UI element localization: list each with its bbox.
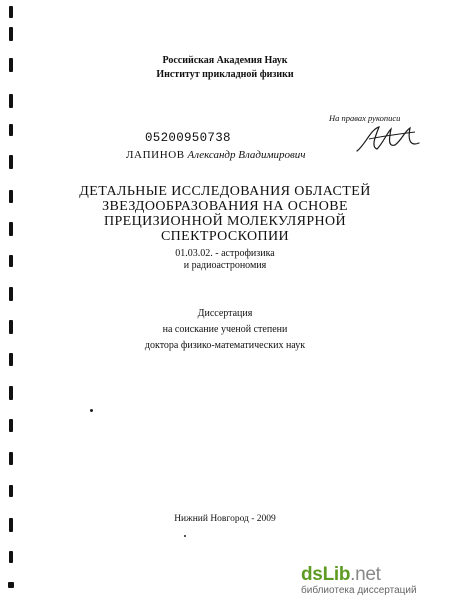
degree-line: доктора физико-математических наук bbox=[144, 340, 306, 351]
handwritten-signature bbox=[355, 123, 421, 155]
binding-mark bbox=[9, 551, 13, 563]
author-name bbox=[126, 149, 306, 161]
watermark-logo-tld: .net bbox=[350, 564, 381, 585]
degree-line: Диссертация bbox=[197, 308, 253, 319]
academy-name: Российская Академия Наук bbox=[162, 55, 288, 66]
title-line: ДЕТАЛЬНЫЕ ИССЛЕДОВАНИЯ ОБЛАСТЕЙ bbox=[79, 184, 371, 199]
specialty-line: 01.03.02. - астрофизика bbox=[175, 248, 275, 259]
manuscript-rights-note: На правах рукописи bbox=[329, 113, 401, 123]
registration-number: 05200950738 bbox=[145, 131, 231, 145]
binding-mark bbox=[9, 386, 13, 400]
title-line: СПЕКТРОСКОПИИ bbox=[160, 229, 290, 244]
title-line: ЗВЕЗДООБРАЗОВАНИЯ НА ОСНОВЕ bbox=[102, 199, 348, 214]
binding-mark bbox=[8, 582, 14, 588]
watermark-logo-main: dsLib bbox=[301, 564, 351, 585]
author-surname: ЛАПИНОВ bbox=[126, 149, 185, 161]
binding-mark bbox=[9, 452, 13, 465]
dissertation-title bbox=[0, 184, 450, 244]
city-year: Нижний Новгород - 2009 bbox=[174, 514, 276, 524]
scan-speck bbox=[90, 409, 93, 412]
institute-name: Институт прикладной физики bbox=[156, 69, 294, 80]
degree-line: на соискание ученой степени bbox=[162, 324, 288, 335]
specialty-code bbox=[0, 248, 450, 272]
degree-statement bbox=[0, 306, 450, 354]
title-line: ПРЕЦИЗИОННОЙ МОЛЕКУЛЯРНОЙ bbox=[103, 214, 347, 229]
watermark-logo bbox=[301, 565, 447, 585]
scan-speck bbox=[184, 535, 186, 537]
binding-mark bbox=[9, 419, 13, 432]
binding-mark bbox=[9, 287, 13, 301]
specialty-line: и радиоастрономия bbox=[183, 260, 267, 271]
binding-mark bbox=[9, 94, 13, 108]
binding-mark bbox=[9, 353, 13, 366]
binding-mark bbox=[9, 6, 13, 18]
binding-mark bbox=[9, 485, 13, 497]
binding-mark bbox=[9, 124, 13, 136]
dslib-watermark bbox=[301, 565, 447, 597]
binding-mark bbox=[9, 27, 13, 41]
binding-mark bbox=[9, 155, 13, 169]
author-given-names: Александр Владимирович bbox=[187, 149, 306, 161]
watermark-subtitle: библиотека диссертаций bbox=[301, 585, 417, 596]
